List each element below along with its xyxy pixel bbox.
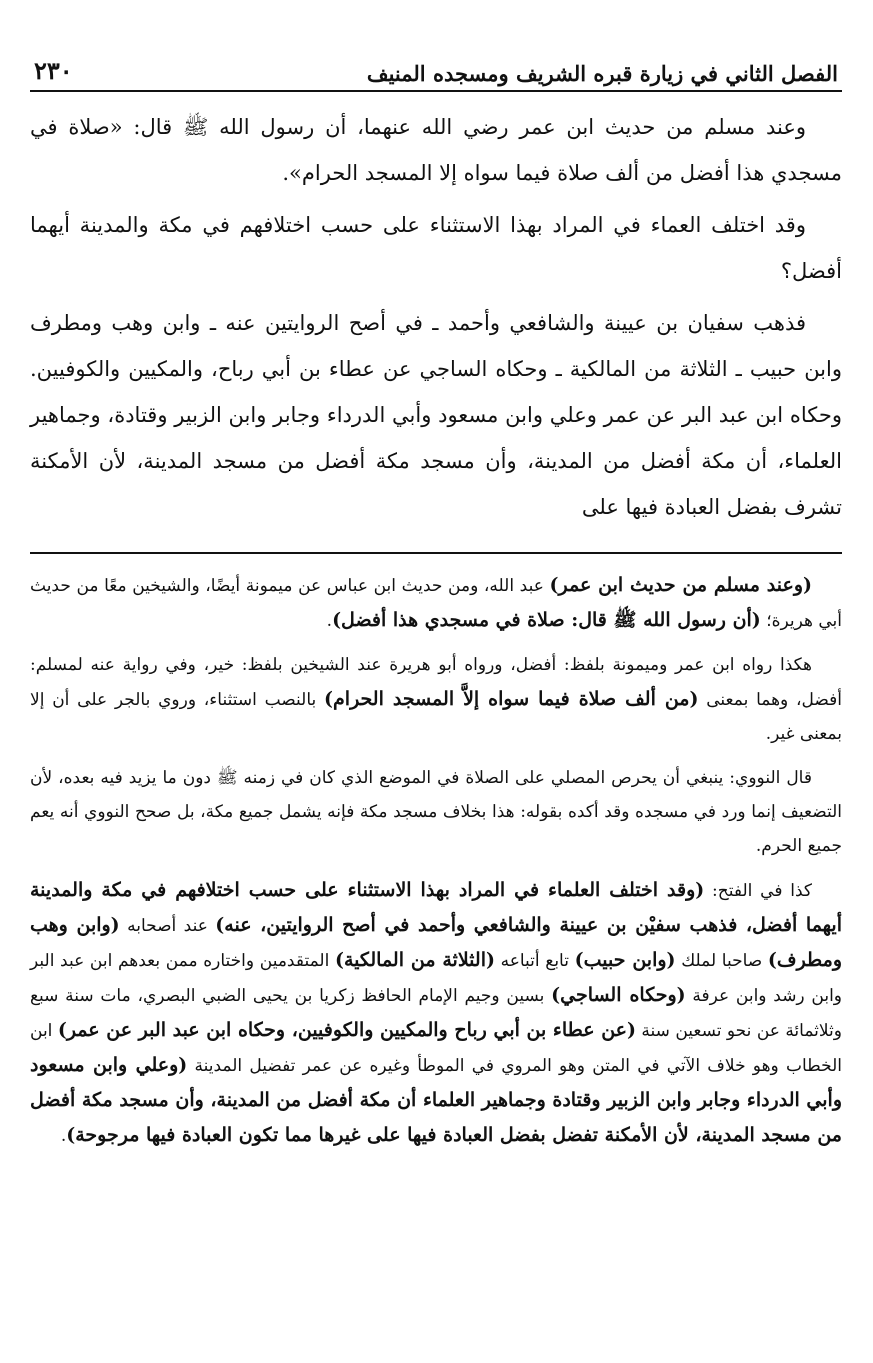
quoted-matn-text: (أن رسول الله ﷺ قال: صلاة في مسجدي هذا أفضل) — [332, 609, 761, 631]
quoted-matn-text: (وعند مسلم من حديث ابن عمر) — [549, 574, 812, 596]
quoted-matn-text: (وحكاه الساجي) — [551, 984, 686, 1006]
main-paragraph-2: وقد اختلف العماء في المراد بهذا الاستثناء على حسب اختلافهم في مكة والمدينة أيهما أفضل؟ — [30, 213, 842, 283]
commentary-paragraph-1 — [30, 568, 842, 638]
footnote-divider — [30, 552, 842, 554]
commentary-text: عبد الله، ومن حديث ابن عباس عن ميمونة أيضًا، والشيخين معًا من حديث أبي هريرة؛ — [30, 576, 842, 631]
commentary-text: تابع أتباعه — [494, 951, 575, 971]
main-paragraph-1: وعند مسلم من حديث ابن عمر رضي الله عنهما، أن رسول الله ﷺ قال: «صلاة في مسجدي هذا أفضل من ألف صلاة فيما سواه إلا المسجد الحرام». — [30, 115, 842, 185]
commentary-text: صاحبا لملك — [675, 951, 768, 971]
commentary-text: . — [60, 1126, 67, 1146]
commentary-paragraph-4 — [30, 873, 842, 1153]
quoted-matn-text: (عن عطاء بن أبي رباح والمكيين والكوفيين، وحكاه ابن عبد البر عن عمر) — [57, 1019, 636, 1041]
commentary-text: بسين وجيم الإمام الحافظ زكريا بن يحيى الضبي البصري، مات سنة سبع وثلاثمائة عن نحو تسعين سنة — [30, 986, 842, 1041]
commentary — [30, 568, 842, 1153]
quoted-matn-text: (وابن حبيب) — [574, 949, 676, 971]
quoted-matn-text: (وابن وهب ومطرف) — [30, 914, 842, 971]
quoted-matn-text: (وعلي وابن مسعود وأبي الدرداء وجابر وابن الزبير وقتادة وجماهير العلماء أن مكة أفضل من المدينة، وأن مسجد مكة أفضل من مسجد المدينة، لأن الأمكنة تفضل بفضل العبادة فيها على غيرها مما تكون العبادة فيها مرجوحة) — [30, 1054, 842, 1146]
commentary-paragraph-3 — [30, 761, 842, 863]
commentary-text: كذا في الفتح: — [704, 881, 812, 901]
quoted-matn-text: (الثلاثة من المالكية) — [334, 949, 495, 971]
commentary-paragraph-2 — [30, 648, 842, 751]
commentary-text: هكذا رواه ابن عمر وميمونة بلفظ: أفضل، ورواه أبو هريرة عند الشيخين بلفظ: خير، وفي رواية عنه لمسلم: أفضل، وهما بمعنى — [30, 655, 842, 710]
commentary-text: المتقدمين واختاره ممن بعدهم ابن عبد البر وابن رشد وابن عرفة — [30, 951, 843, 1006]
main-paragraph-3: فذهب سفيان بن عيينة والشافعي وأحمد ـ في أصح الروايتين عنه ـ وابن وهب ومطرف وابن حبيب ـ الثلاثة من المالكية ـ وحكاه الساجي عن عطاء بن أبي رباح، والمكيين والكوفيين. وحكاه ابن عبد البر عن عمر وعلي وابن مسعود وأبي الدرداء وجابر وابن الزبير وقتادة، وجماهير العلماء، أن مكة أفضل من المدينة، وأن مسجد مكة أفضل من مسجد المدينة، لأن الأمكنة تشرف بفضل العبادة فيها على — [30, 311, 842, 519]
commentary-text: عند أصحابه — [119, 916, 216, 936]
main-text — [30, 104, 842, 530]
page-header — [30, 38, 842, 92]
commentary-text: . — [326, 611, 333, 631]
commentary-text: بالنصب استثناء، وروي بالجر على أن إلا بمعنى غير. — [30, 690, 842, 744]
page-number: ٢٣٠ — [34, 56, 73, 86]
commentary-text: ابن الخطاب وهو خلاف الآتي في المتن وهو المروي في الموطأ وغيره عن عمر تفضيل المدينة — [30, 1021, 842, 1076]
quoted-matn-text: (وقد اختلف العلماء في المراد بهذا الاستثناء على حسب اختلافهم في مكة والمدينة أيهما أفضل، فذهب سفيْن بن عيينة والشافعي وأحمد في أصح الروايتين، عنه) — [30, 879, 842, 936]
chapter-title: الفصل الثاني في زيارة قبره الشريف ومسجده المنيف — [366, 60, 838, 86]
commentary-text: قال النووي: ينبغي أن يحرص المصلي على الصلاة في الموضع الذي كان في زمنه ﷺ دون ما يزيد فيه بعده، لأن التضعيف إنما ورد في مسجده وقد أكده بقوله: هذا بخلاف مسجد مكة فإنه يشمل جميع مكة، بل صحح النووي أنه يعم جميع الحرم. — [30, 768, 842, 856]
quoted-matn-text: (من ألف صلاة فيما سواه إلاَّ المسجد الحرام) — [324, 688, 699, 710]
book-page — [30, 38, 842, 1163]
